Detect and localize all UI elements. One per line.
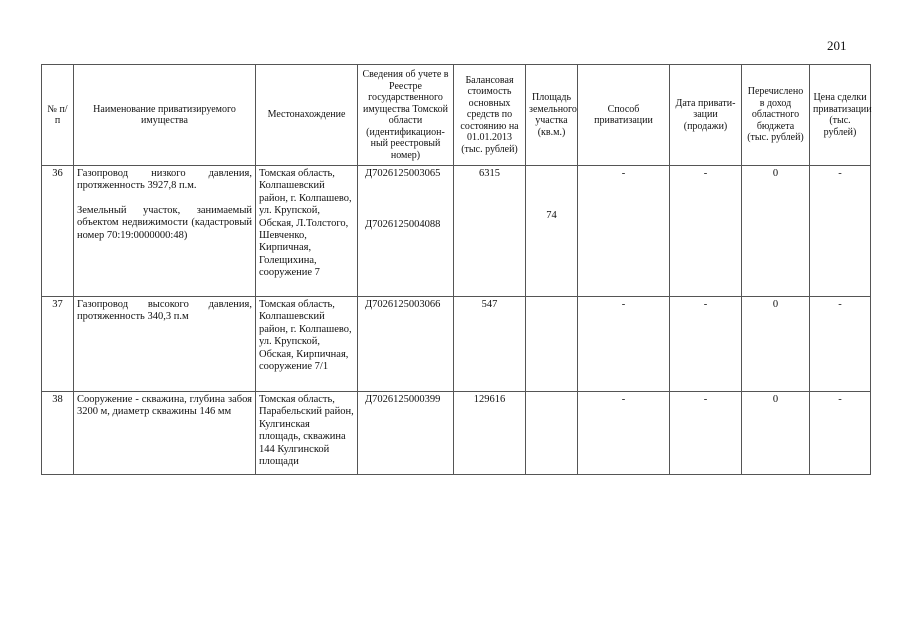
row-location: Томская область, Колпашевский район, г. Колпашево, ул. Крупской, Обская, Кирпичная, сооружение 7/1 xyxy=(256,297,358,392)
header-price: Цена сделки приватизации (тыс. рублей) xyxy=(810,65,871,166)
table-row xyxy=(42,297,871,392)
row-balance: 6315 xyxy=(454,166,526,297)
row-price: - xyxy=(810,297,871,392)
table-row xyxy=(42,166,871,297)
privatization-table xyxy=(41,64,871,475)
row-registry: Д7026125003066 xyxy=(358,297,454,392)
row-date: - xyxy=(670,166,742,297)
row-date: - xyxy=(670,392,742,475)
row-name: Газопровод высокого давления, протяженность 340,3 п.м xyxy=(74,297,256,392)
row-registry: Д7026125000399 xyxy=(358,392,454,475)
row-registry-cell xyxy=(358,166,454,297)
row-transferred: 0 xyxy=(742,392,810,475)
row-price: - xyxy=(810,166,871,297)
header-registry: Сведения об учете в Реестре государственного имущества Томской области (идентификацион-ный реестровый номер) xyxy=(358,65,454,166)
row-name: Газопровод низкого давления, протяженность 3927,8 п.м. xyxy=(77,168,252,192)
row-num: 36 xyxy=(42,166,74,297)
row-num: 38 xyxy=(42,392,74,475)
row-date: - xyxy=(670,297,742,392)
row-registry-land: Д7026125004088 xyxy=(365,219,441,231)
row-method: - xyxy=(578,297,670,392)
table-row xyxy=(42,392,871,475)
header-row xyxy=(42,65,871,166)
page-number: 201 xyxy=(827,38,847,53)
row-name-land: Земельный участок, занимаемый объектом недвижимости (кадастровый номер 70:19:0000000:48) xyxy=(77,204,252,241)
row-area xyxy=(526,392,578,475)
row-balance: 129616 xyxy=(454,392,526,475)
header-transferred: Перечислено в доход областного бюджета (тыс. рублей) xyxy=(742,65,810,166)
row-location: Томская область, Колпашевский район, г. Колпашево, ул. Крупской, Обская, Л.Толстого, Шевченко, Кирпичная, Голещихина, сооружение 7 xyxy=(256,166,358,297)
header-date: Дата привати-зации (продажи) xyxy=(670,65,742,166)
row-name: Сооружение - скважина, глубина забоя 3200 м, диаметр скважины 146 мм xyxy=(74,392,256,475)
row-registry: Д7026125003065 xyxy=(365,168,441,179)
header-num: № п/п xyxy=(42,65,74,166)
row-method: - xyxy=(578,392,670,475)
row-transferred: 0 xyxy=(742,297,810,392)
header-balance: Балансовая стоимость основных средств по состоянию на 01.01.2013 (тыс. рублей) xyxy=(454,65,526,166)
row-price: - xyxy=(810,392,871,475)
row-num: 37 xyxy=(42,297,74,392)
row-transferred: 0 xyxy=(742,166,810,297)
header-method: Способ приватизации xyxy=(578,65,670,166)
header-name: Наименование приватизируемого имущества xyxy=(74,65,256,166)
header-area: Площадь земельного участка (кв.м.) xyxy=(526,65,578,166)
row-area-cell xyxy=(526,166,578,297)
row-location: Томская область, Парабельский район, Кулгинская площадь, скважина 144 Кулгинской площади xyxy=(256,392,358,475)
header-location: Местонахождение xyxy=(256,65,358,166)
row-area: 74 xyxy=(546,210,557,221)
row-method: - xyxy=(578,166,670,297)
row-area xyxy=(526,297,578,392)
row-name-cell xyxy=(74,166,256,297)
row-balance: 547 xyxy=(454,297,526,392)
